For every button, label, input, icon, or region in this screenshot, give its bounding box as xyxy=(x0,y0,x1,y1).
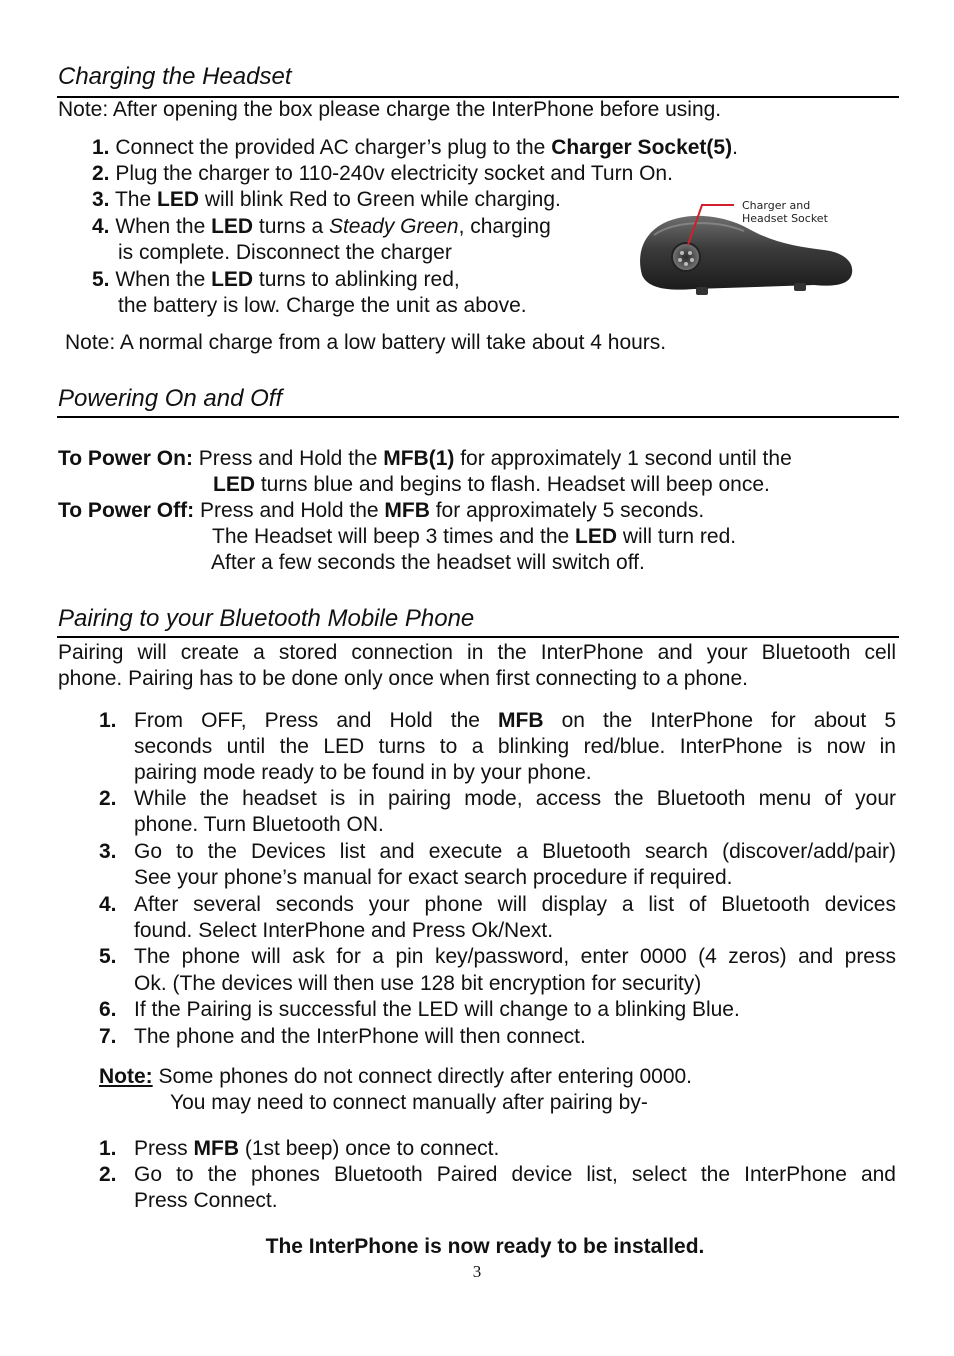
pairing-step-6-line-1: If the Pairing is successful the LED will change to a blinking Blue. xyxy=(134,998,740,1021)
ready-statement: The InterPhone is now ready to be installed. xyxy=(265,1235,705,1258)
image-caption: Charger and Headset Socket xyxy=(742,199,828,225)
charging-step-2: 2. Plug the charger to 110-240v electricity socket and Turn On. xyxy=(92,162,673,185)
section-heading-pairing: Pairing to your Bluetooth Mobile Phone xyxy=(58,605,475,632)
charging-step-3: 3. The LED will blink Red to Green while charging. xyxy=(92,188,561,211)
section-rule xyxy=(57,636,899,638)
headset-socket-image xyxy=(634,195,858,301)
pairing-step-number: 4. xyxy=(99,893,117,916)
pairing-step-number: 2. xyxy=(99,787,117,810)
pairing-step-4-line-2: found. Select InterPhone and Press Ok/Next. xyxy=(134,919,554,942)
manual-step-2-line-1: Go to the phones Bluetooth Paired device list, select the InterPhone and xyxy=(134,1163,896,1186)
pairing-step-number: 1. xyxy=(99,709,117,732)
power-off-line-2: The Headset will beep 3 times and the LED will turn red. xyxy=(212,525,737,548)
section-heading-power: Powering On and Off xyxy=(58,385,283,412)
page-number: 3 xyxy=(472,1262,482,1281)
pairing-step-7-line-1: The phone and the InterPhone will then connect. xyxy=(134,1025,586,1048)
manual-step-2-line-2: Press Connect. xyxy=(134,1189,278,1212)
section-rule xyxy=(57,416,899,418)
pairing-intro-line-1: Pairing will create a stored connection in the InterPhone and your Bluetooth cell xyxy=(58,641,896,664)
power-off-line-1: To Power Off: Press and Hold the MFB for approximately 5 seconds. xyxy=(58,499,705,522)
pairing-step-number: 6. xyxy=(99,998,117,1021)
charging-note: Note: After opening the box please charge the InterPhone before using. xyxy=(58,98,722,121)
charging-step-4-cont: is complete. Disconnect the charger xyxy=(118,241,452,264)
charging-note-2: Note: A normal charge from a low battery will take about 4 hours. xyxy=(65,331,667,354)
pairing-step-number: 3. xyxy=(99,840,117,863)
charging-step-1: 1. Connect the provided AC charger’s plug to the Charger Socket(5). xyxy=(92,136,738,159)
pairing-intro-line-2: phone. Pairing has to be done only once when first connecting to a phone. xyxy=(58,667,748,690)
pairing-step-3-line-1: Go to the Devices list and execute a Bluetooth search (discover/add/pair) xyxy=(134,840,896,863)
charging-step-5: 5. When the LED turns to ablinking red, xyxy=(92,268,460,291)
manual-step-1: Press MFB (1st beep) once to connect. xyxy=(134,1137,500,1160)
power-on-line-2: LED turns blue and begins to flash. Headset will beep once. xyxy=(213,473,770,496)
power-off-line-3: After a few seconds the headset will switch off. xyxy=(211,551,645,574)
pairing-step-5-line-1: The phone will ask for a pin key/password, enter 0000 (4 zeros) and press xyxy=(134,945,896,968)
pairing-step-1-line-1: From OFF, Press and Hold the MFB on the InterPhone for about 5 xyxy=(134,709,896,732)
manual-step-number: 2. xyxy=(99,1163,117,1186)
section-heading-charging: Charging the Headset xyxy=(58,63,292,90)
pairing-note-line-1: Note: Some phones do not connect directly after entering 0000. xyxy=(99,1065,693,1088)
charging-step-5-cont: the battery is low. Charge the unit as above. xyxy=(118,294,527,317)
pairing-step-number: 5. xyxy=(99,945,117,968)
pairing-step-4-line-1: After several seconds your phone will display a list of Bluetooth devices xyxy=(134,893,896,916)
pairing-step-number: 7. xyxy=(99,1025,117,1048)
pairing-step-3-line-2: See your phone’s manual for exact search procedure if required. xyxy=(134,866,733,889)
manual-step-number: 1. xyxy=(99,1137,117,1160)
pairing-step-2-line-1: While the headset is in pairing mode, access the Bluetooth menu of your xyxy=(134,787,896,810)
pairing-step-1-line-3: pairing mode ready to be found in by your phone. xyxy=(134,761,592,784)
pairing-note-line-2: You may need to connect manually after pairing by- xyxy=(170,1091,648,1114)
charging-step-4: 4. When the LED turns a Steady Green, charging xyxy=(92,215,551,238)
pairing-step-2-line-2: phone. Turn Bluetooth ON. xyxy=(134,813,384,836)
pairing-step-5-line-2: Ok. (The devices will then use 128 bit encryption for security) xyxy=(134,972,702,995)
power-on-line-1: To Power On: Press and Hold the MFB(1) for approximately 1 second until the xyxy=(58,447,792,470)
pairing-step-1-line-2: seconds until the LED turns to a blinking red/blue. InterPhone is now in xyxy=(134,735,896,758)
